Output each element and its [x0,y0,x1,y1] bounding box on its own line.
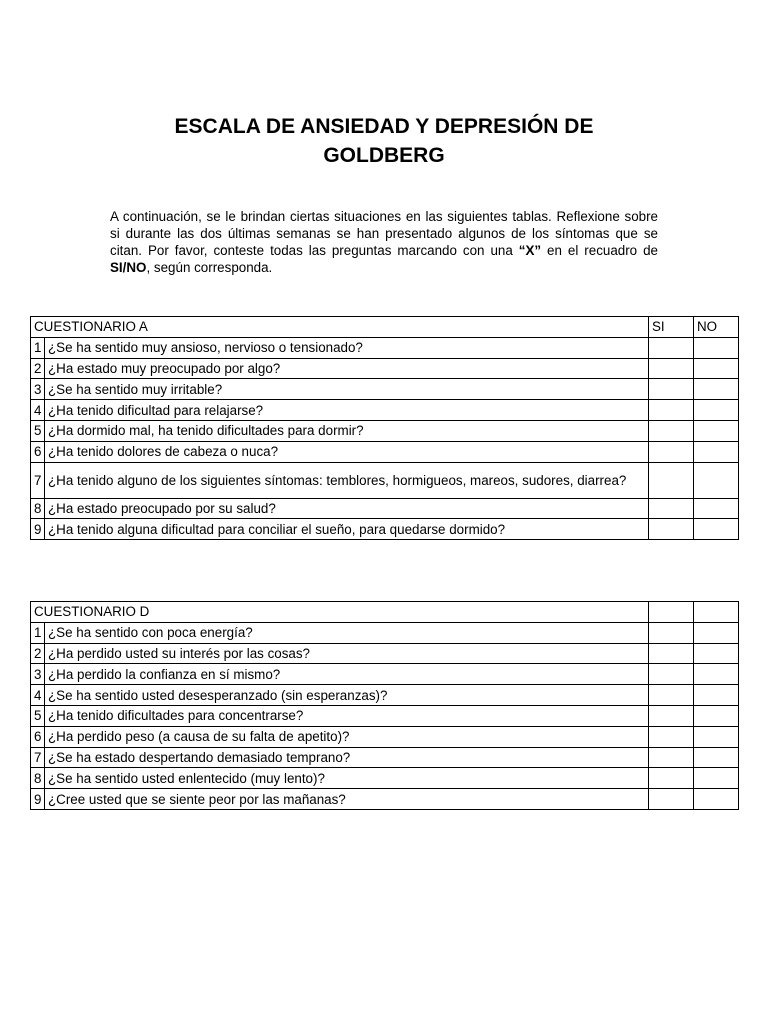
questionnaire-a-table [30,316,739,540]
answer-no-cell[interactable] [694,789,739,810]
questionnaire-d-table [30,601,739,810]
answer-si-cell[interactable] [649,789,694,810]
table-row [31,726,739,747]
question-text: ¿Se ha sentido usted enlentecido (muy lento)? [45,768,649,789]
question-text: ¿Ha perdido la confianza en sí mismo? [45,664,649,685]
table-row [31,358,739,379]
intro-text-1: A continuación, se le brindan ciertas situaciones en las siguientes tablas. Reflexione sobre si durante las dos últimas semanas se han presentado algunos de los síntomas que se citan. Por favor, conteste todas las preguntas marcando con una [110,209,658,258]
answer-si-cell[interactable] [649,685,694,706]
answer-no-cell[interactable] [694,379,739,400]
answer-no-cell[interactable] [694,420,739,441]
questionnaire-a-title: CUESTIONARIO A [31,317,649,338]
answer-no-cell[interactable] [694,358,739,379]
question-number: 7 [31,747,45,768]
table-row [31,400,739,421]
question-text: ¿Se ha sentido muy ansioso, nervioso o tensionado? [45,337,649,358]
intro-text-2: en el recuadro de [541,243,658,258]
question-number: 3 [31,664,45,685]
answer-si-cell[interactable] [649,643,694,664]
question-text: ¿Se ha estado despertando demasiado temprano? [45,747,649,768]
table-row [31,705,739,726]
table-row [31,519,739,540]
question-number: 4 [31,685,45,706]
question-number: 6 [31,726,45,747]
table-row [31,379,739,400]
table-row [31,441,739,462]
table-row [31,664,739,685]
question-number: 8 [31,768,45,789]
column-no-header-blank [694,602,739,623]
answer-si-cell[interactable] [649,358,694,379]
answer-no-cell[interactable] [694,747,739,768]
question-text: ¿Ha estado muy preocupado por algo? [45,358,649,379]
question-text: ¿Se ha sentido con poca energía? [45,622,649,643]
column-no-header: NO [694,317,739,338]
answer-si-cell[interactable] [649,420,694,441]
question-text: ¿Ha tenido alguno de los siguientes síntomas: temblores, hormigueos, mareos, sudores, diarrea? [45,462,649,498]
answer-no-cell[interactable] [694,498,739,519]
answer-si-cell[interactable] [649,519,694,540]
intro-text-3: , según corresponda. [146,260,273,275]
answer-si-cell[interactable] [649,337,694,358]
question-text: ¿Ha estado preocupado por su salud? [45,498,649,519]
table-row [31,462,739,498]
answer-si-cell[interactable] [649,498,694,519]
table-row [31,768,739,789]
answer-si-cell[interactable] [649,705,694,726]
column-si-header-blank [649,602,694,623]
question-text: ¿Ha tenido dolores de cabeza o nuca? [45,441,649,462]
question-text: ¿Ha perdido usted su interés por las cosas? [45,643,649,664]
column-si-header: SI [649,317,694,338]
table-row [31,685,739,706]
question-number: 3 [31,379,45,400]
answer-si-cell[interactable] [649,768,694,789]
table-row [31,643,739,664]
document-title: ESCALA DE ANSIEDAD Y DEPRESIÓN DE GOLDBERG [174,115,594,167]
question-number: 2 [31,643,45,664]
answer-no-cell[interactable] [694,441,739,462]
answer-si-cell[interactable] [649,747,694,768]
answer-no-cell[interactable] [694,643,739,664]
question-number: 9 [31,789,45,810]
question-number: 9 [31,519,45,540]
question-text: ¿Ha tenido dificultad para relajarse? [45,400,649,421]
answer-si-cell[interactable] [649,400,694,421]
question-text: ¿Se ha sentido muy irritable? [45,379,649,400]
question-number: 8 [31,498,45,519]
intro-mark: “X” [518,243,542,258]
question-number: 1 [31,622,45,643]
answer-no-cell[interactable] [694,705,739,726]
answer-si-cell[interactable] [649,379,694,400]
table-row [31,789,739,810]
table-row [31,498,739,519]
question-text: ¿Ha tenido dificultades para concentrarse? [45,705,649,726]
answer-no-cell[interactable] [694,400,739,421]
question-number: 6 [31,441,45,462]
question-number: 5 [31,420,45,441]
intro-options: SI/NO [110,260,147,275]
question-number: 7 [31,462,45,498]
table-row [31,747,739,768]
table-row [31,622,739,643]
question-number: 1 [31,337,45,358]
answer-no-cell[interactable] [694,337,739,358]
question-number: 4 [31,400,45,421]
answer-no-cell[interactable] [694,768,739,789]
question-number: 2 [31,358,45,379]
answer-no-cell[interactable] [694,462,739,498]
question-number: 5 [31,705,45,726]
answer-si-cell[interactable] [649,622,694,643]
table-row [31,420,739,441]
question-text: ¿Ha tenido alguna dificultad para conciliar el sueño, para quedarse dormido? [45,519,649,540]
answer-no-cell[interactable] [694,685,739,706]
answer-no-cell[interactable] [694,519,739,540]
question-text: ¿Ha perdido peso (a causa de su falta de apetito)? [45,726,649,747]
intro-paragraph [110,208,658,276]
question-text: ¿Cree usted que se siente peor por las mañanas? [45,789,649,810]
table-row [31,337,739,358]
table-header-row [31,602,739,623]
answer-si-cell[interactable] [649,664,694,685]
answer-no-cell[interactable] [694,726,739,747]
answer-no-cell[interactable] [694,622,739,643]
question-text: ¿Ha dormido mal, ha tenido dificultades para dormir? [45,420,649,441]
answer-si-cell[interactable] [649,441,694,462]
answer-si-cell[interactable] [649,462,694,498]
answer-no-cell[interactable] [694,664,739,685]
table-header-row [31,317,739,338]
question-text: ¿Se ha sentido usted desesperanzado (sin esperanzas)? [45,685,649,706]
answer-si-cell[interactable] [649,726,694,747]
questionnaire-d-title: CUESTIONARIO D [31,602,649,623]
